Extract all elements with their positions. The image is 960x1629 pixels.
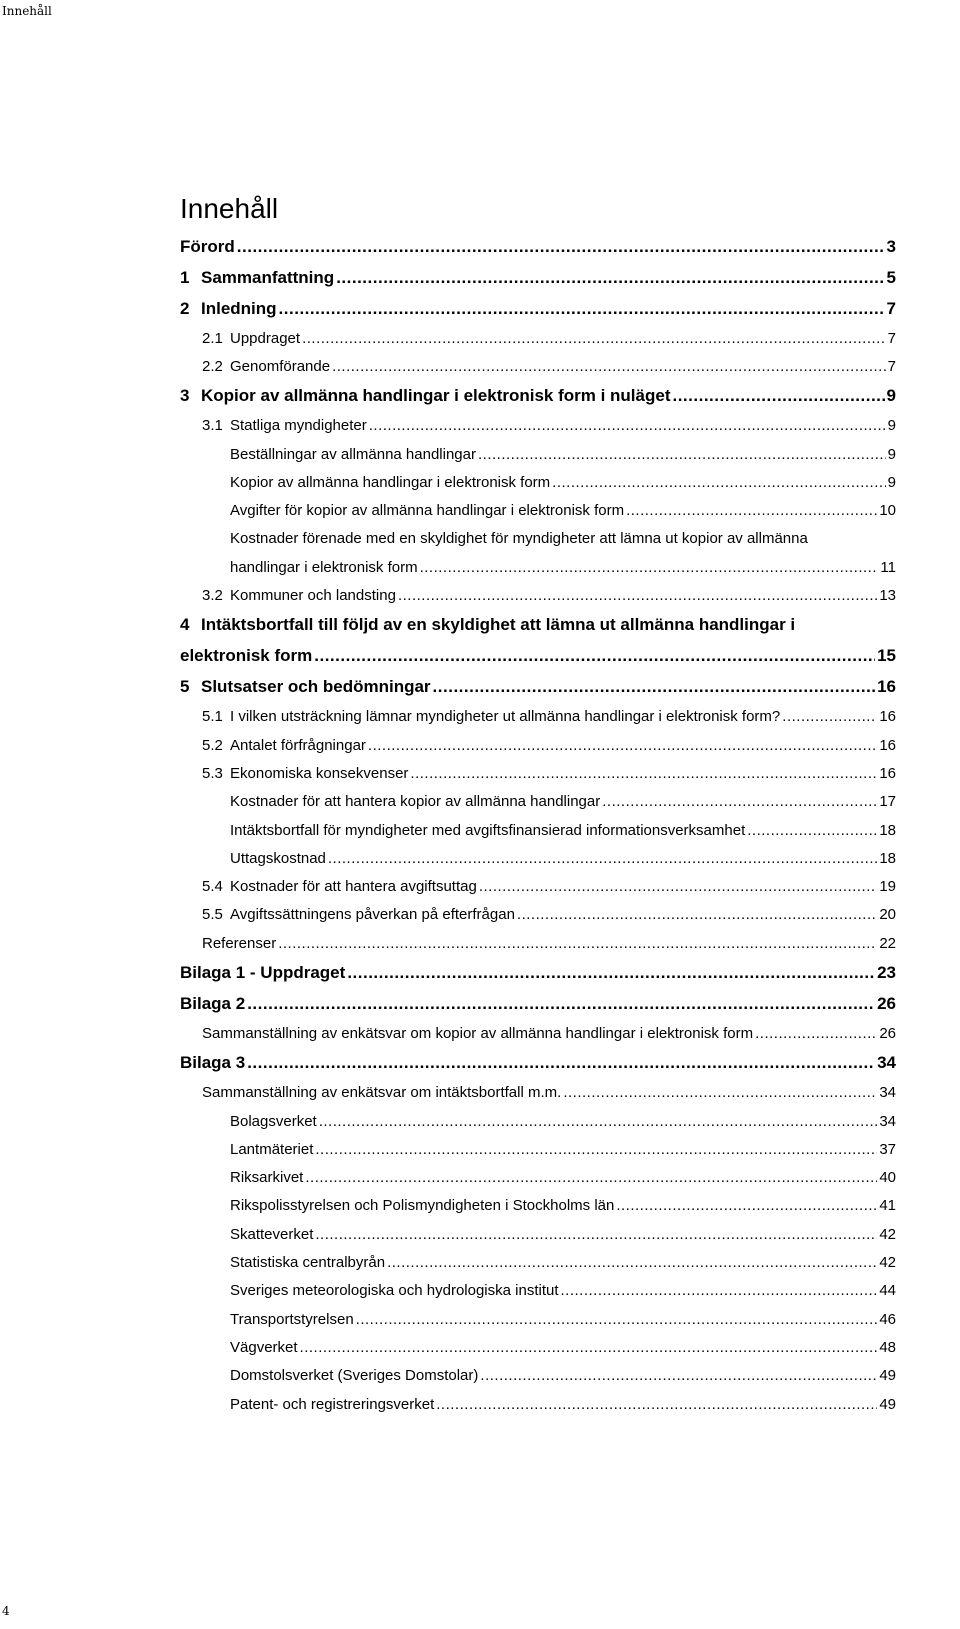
- toc-entry-page: 19: [879, 878, 896, 896]
- toc-entry[interactable]: [0, 957, 960, 988]
- toc-entry-page: 49: [879, 1395, 896, 1413]
- toc-entry[interactable]: [0, 1305, 960, 1333]
- toc-entry-text: Kommuner och landsting: [230, 587, 396, 605]
- toc-entry[interactable]: [0, 381, 960, 412]
- toc-entry[interactable]: [0, 496, 960, 524]
- toc-entry[interactable]: [0, 440, 960, 468]
- toc-entry-page: 20: [879, 906, 896, 924]
- dot-leader: [315, 1141, 877, 1158]
- toc-entry-page: 37: [879, 1140, 896, 1158]
- toc-entry-text: Sammanställning av enkätsvar om intäktsbortfall m.m.: [202, 1084, 562, 1102]
- toc-entry-text: Kopior av allmänna handlingar i elektronisk form i nuläget: [201, 386, 671, 406]
- toc-entry-text: Antalet förfrågningar: [230, 736, 366, 754]
- toc-entry-text: Inledning: [201, 298, 277, 318]
- toc-entry-page: 44: [879, 1282, 896, 1300]
- dot-leader: [347, 963, 875, 983]
- dot-leader: [602, 793, 877, 810]
- toc-entry-text: Kostnader för att hantera avgiftsuttag: [230, 878, 477, 896]
- toc-entry-page: 13: [879, 587, 896, 605]
- dot-leader: [302, 330, 886, 347]
- toc-entry-page: 16: [877, 677, 896, 697]
- dot-leader: [552, 474, 885, 491]
- dot-leader: [356, 1311, 878, 1328]
- toc-entry[interactable]: [0, 610, 960, 641]
- toc-entry-number: 5: [180, 677, 190, 697]
- dot-leader: [237, 237, 885, 257]
- toc-entry-text: Sveriges meteorologiska och hydrologiska institut: [230, 1282, 559, 1300]
- toc-entry-text: Kopior av allmänna handlingar i elektronisk form: [230, 473, 551, 491]
- toc-entry[interactable]: [0, 1192, 960, 1220]
- toc-entry-page: 18: [879, 821, 896, 839]
- dot-leader: [305, 1169, 877, 1186]
- dot-leader: [369, 417, 886, 434]
- dot-leader: [319, 1113, 878, 1130]
- toc-entry-page: 7: [886, 298, 896, 318]
- dot-leader: [616, 1197, 877, 1214]
- toc-entry-page: 10: [879, 502, 896, 520]
- toc-entry[interactable]: [0, 1220, 960, 1248]
- toc-entry-text: Uppdraget: [230, 329, 301, 347]
- toc-entry-page: 9: [886, 386, 896, 406]
- toc-entry-page: 16: [879, 736, 896, 754]
- toc-entry-text: Statistiska centralbyrån: [230, 1254, 386, 1272]
- toc-entry[interactable]: [0, 352, 960, 380]
- toc-entry[interactable]: [0, 731, 960, 759]
- toc-entry[interactable]: [0, 1164, 960, 1192]
- toc-entry-text: Bolagsverket: [230, 1112, 317, 1130]
- toc-entry-text: Intäktsbortfall till följd av en skyldighet att lämna ut allmänna handlingar i: [201, 615, 796, 635]
- toc-entry-page: 42: [879, 1254, 896, 1272]
- dot-leader: [479, 878, 877, 895]
- toc-entry-page: 9: [887, 417, 896, 435]
- toc-entry-page: 46: [879, 1310, 896, 1328]
- dot-leader: [247, 1053, 875, 1073]
- toc-entry-page: 49: [879, 1367, 896, 1385]
- toc-entry[interactable]: [0, 929, 960, 957]
- toc-entry[interactable]: [0, 672, 960, 703]
- toc-entry-text: Uttagskostnad: [230, 849, 326, 867]
- toc-entry[interactable]: [0, 1390, 960, 1418]
- toc-entry-page: 18: [879, 849, 896, 867]
- toc-entry[interactable]: [0, 1277, 960, 1305]
- toc-entry[interactable]: [0, 788, 960, 816]
- toc-entry-text: Riksarkivet: [230, 1169, 304, 1187]
- toc-entry[interactable]: [0, 293, 960, 324]
- toc-entry-page: 34: [879, 1112, 896, 1130]
- toc-entry[interactable]: [0, 525, 960, 553]
- toc-entry-page: 23: [877, 962, 896, 982]
- toc-entry[interactable]: [0, 844, 960, 872]
- dot-leader: [672, 386, 884, 406]
- dot-leader: [755, 1025, 877, 1042]
- dot-leader: [278, 935, 877, 952]
- toc-entry-page: 9: [887, 445, 896, 463]
- toc-entry-text: Skatteverket: [230, 1225, 314, 1243]
- toc-entry-page: 34: [879, 1084, 896, 1102]
- toc-entry-text: Referenser: [202, 934, 277, 952]
- toc-entry[interactable]: [0, 324, 960, 352]
- toc-entry[interactable]: [0, 553, 960, 581]
- toc-entry-text: Kostnader förenade med en skyldighet för myndigheter att lämna ut kopior av allmänna: [230, 530, 808, 548]
- toc-entry[interactable]: [0, 816, 960, 844]
- dot-leader: [410, 765, 877, 782]
- toc-entry-page: 9: [887, 473, 896, 491]
- toc-entry-text: Rikspolisstyrelsen och Polismyndigheten i Stockholms län: [230, 1197, 615, 1215]
- dot-leader: [478, 446, 886, 463]
- dot-leader: [368, 737, 877, 754]
- toc-entry-number: 2: [180, 298, 190, 318]
- page-title: Innehåll: [180, 193, 279, 224]
- toc-entry-page: 15: [877, 646, 896, 666]
- dot-leader: [433, 677, 876, 697]
- running-header: Innehåll: [2, 4, 52, 18]
- dot-leader: [247, 994, 875, 1014]
- toc-entry-number: 5.5: [202, 906, 223, 924]
- toc-entry[interactable]: [0, 988, 960, 1019]
- toc-entry[interactable]: [0, 262, 960, 293]
- toc-entry-text: Avgiftssättningens påverkan på efterfrågan: [230, 906, 515, 924]
- toc-entry-page: 16: [879, 708, 896, 726]
- toc-entry-text: Slutsatser och bedömningar: [201, 677, 431, 697]
- dot-leader: [398, 587, 877, 604]
- toc-entry-number: 3.1: [202, 417, 223, 435]
- toc-entry-page: 7: [887, 329, 896, 347]
- toc-entry-page: 16: [879, 764, 896, 782]
- toc-entry-page: 41: [879, 1197, 896, 1215]
- dot-leader: [561, 1282, 878, 1299]
- toc-entry-number: 5.4: [202, 878, 223, 896]
- toc-entry-text: Bilaga 2: [180, 993, 246, 1013]
- toc-entry-page: 11: [880, 558, 896, 576]
- toc-entry-number: 4: [180, 615, 190, 635]
- dot-leader: [332, 358, 886, 375]
- toc-entry-number: 3: [180, 386, 190, 406]
- toc-entry-page: 3: [886, 236, 896, 256]
- dot-leader: [387, 1254, 877, 1271]
- toc-entry-page: 17: [879, 793, 896, 811]
- toc-entry[interactable]: [0, 901, 960, 929]
- toc-entry[interactable]: [0, 872, 960, 900]
- toc-entry[interactable]: [0, 1135, 960, 1163]
- toc-entry-text: Vägverket: [230, 1338, 298, 1356]
- toc-entry-text: Lantmäteriet: [230, 1140, 314, 1158]
- toc-entry-number: 5.1: [202, 708, 223, 726]
- page-number: 4: [2, 1604, 10, 1618]
- toc-entry[interactable]: [0, 1019, 960, 1047]
- toc-entry-text: Avgifter för kopior av allmänna handlingar i elektronisk form: [230, 502, 625, 520]
- dot-leader: [279, 299, 885, 319]
- dot-leader: [747, 822, 877, 839]
- toc-entry[interactable]: [0, 1248, 960, 1276]
- toc-entry-text: handlingar i elektronisk form: [230, 558, 418, 576]
- dot-leader: [315, 1226, 877, 1243]
- toc-entry-page: 34: [877, 1053, 896, 1073]
- toc-entry-page: 48: [879, 1338, 896, 1356]
- toc-entry-text: Domstolsverket (Sveriges Domstolar): [230, 1367, 479, 1385]
- dot-leader: [420, 559, 879, 576]
- toc-entry-text: Statliga myndigheter: [230, 417, 367, 435]
- toc-entry-page: 40: [879, 1169, 896, 1187]
- toc-entry[interactable]: [0, 1362, 960, 1390]
- toc-entry-text: Kostnader för att hantera kopior av allmänna handlingar: [230, 793, 601, 811]
- toc-entry-text: Patent- och registreringsverket: [230, 1395, 435, 1413]
- toc-entry-number: 2.1: [202, 329, 223, 347]
- toc-entry-page: 22: [879, 934, 896, 952]
- toc-entry-number: 2.2: [202, 357, 223, 375]
- table-of-contents: [0, 231, 960, 1418]
- toc-entry-page: 42: [879, 1225, 896, 1243]
- dot-leader: [328, 850, 877, 867]
- toc-entry-text: elektronisk form: [180, 646, 313, 666]
- toc-entry-number: 5.3: [202, 764, 223, 782]
- toc-entry-number: 3.2: [202, 587, 223, 605]
- toc-entry-text: Bilaga 1 - Uppdraget: [180, 962, 346, 982]
- toc-entry-text: Bilaga 3: [180, 1053, 246, 1073]
- toc-entry[interactable]: [0, 641, 960, 672]
- dot-leader: [314, 646, 875, 666]
- dot-leader: [480, 1367, 877, 1384]
- toc-entry-text: Beställningar av allmänna handlingar: [230, 445, 476, 463]
- dot-leader: [517, 906, 877, 923]
- toc-entry-text: Ekonomiska konsekvenser: [230, 764, 409, 782]
- toc-entry-text: Intäktsbortfall för myndigheter med avgiftsfinansierad informationsverksamhet: [230, 821, 746, 839]
- toc-entry[interactable]: [0, 412, 960, 440]
- toc-entry[interactable]: [0, 1048, 960, 1079]
- toc-entry[interactable]: [0, 231, 960, 262]
- toc-entry-text: Förord: [180, 236, 235, 256]
- dot-leader: [563, 1084, 877, 1101]
- dot-leader: [336, 268, 884, 288]
- toc-entry-text: Sammanställning av enkätsvar om kopior av allmänna handlingar i elektronisk form: [202, 1024, 754, 1042]
- toc-entry[interactable]: [0, 1107, 960, 1135]
- toc-entry-text: Sammanfattning: [201, 267, 335, 287]
- toc-entry-text: Genomförande: [230, 357, 331, 375]
- toc-entry-number: 1: [180, 267, 190, 287]
- toc-entry-number: 5.2: [202, 736, 223, 754]
- toc-entry[interactable]: [0, 581, 960, 609]
- toc-entry[interactable]: [0, 468, 960, 496]
- dot-leader: [782, 708, 877, 725]
- toc-entry-page: 26: [879, 1024, 896, 1042]
- toc-entry-text: I vilken utsträckning lämnar myndigheter ut allmänna handlingar i elektronisk form?: [230, 708, 781, 726]
- toc-entry[interactable]: [0, 703, 960, 731]
- toc-entry[interactable]: [0, 759, 960, 787]
- dot-leader: [626, 502, 877, 519]
- toc-entry-page: 5: [886, 267, 896, 287]
- dot-leader: [300, 1339, 878, 1356]
- toc-entry-text: Transportstyrelsen: [230, 1310, 354, 1328]
- toc-entry[interactable]: [0, 1079, 960, 1107]
- dot-leader: [436, 1396, 877, 1413]
- toc-entry[interactable]: [0, 1333, 960, 1361]
- toc-entry-page: 7: [887, 357, 896, 375]
- toc-entry-page: 26: [877, 993, 896, 1013]
